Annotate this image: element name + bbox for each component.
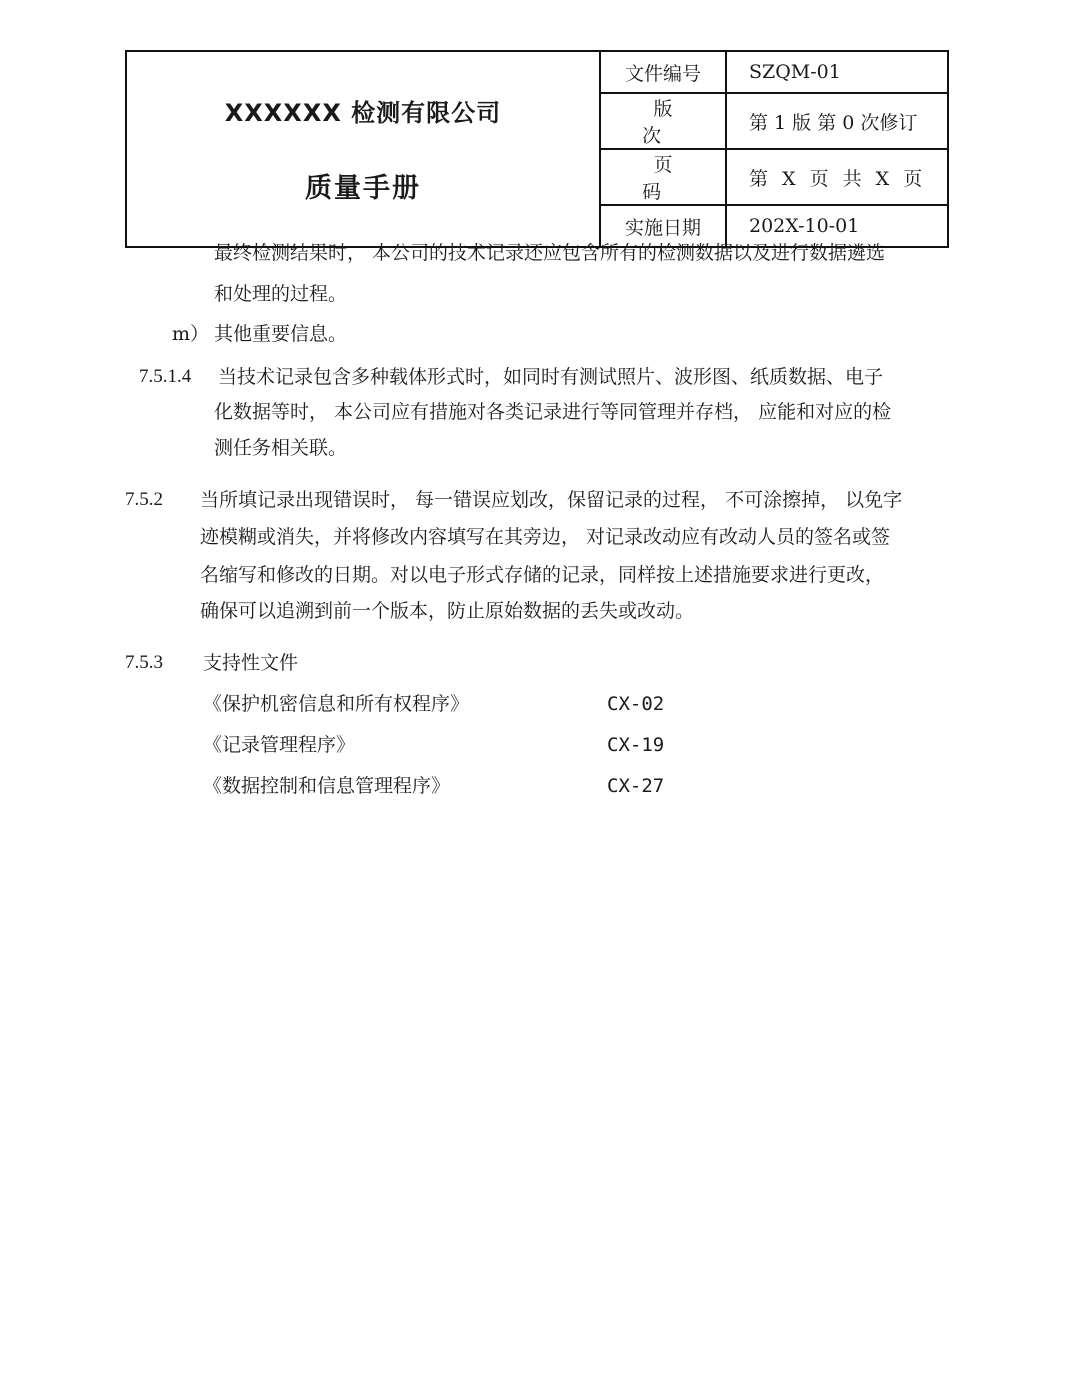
- effective-date-value: 202X-10-01: [726, 205, 948, 247]
- edition-value: 第 1 版 第 0 次修订: [726, 93, 948, 149]
- effective-date-label: 实施日期: [600, 205, 726, 247]
- continuation-line-1: 最终检测结果时， 本公司的技术记录还应包含所有的检测数据以及进行数据遴选: [214, 242, 886, 264]
- section-752-line-4: 确保可以追溯到前一个版本，防止原始数据的丢失或改动。: [200, 600, 695, 622]
- item-m-marker: m）: [172, 323, 210, 345]
- section-7514-line-3: 测任务相关联。: [214, 437, 348, 459]
- section-752-line-3: 名缩写和修改的日期。对以电子形式存储的记录，同样按上述措施要求进行更改，: [200, 564, 885, 586]
- edition-label-text: 版 次: [642, 98, 696, 147]
- section-752-line-1: 当所填记录出现错误时， 每一错误应划改，保留记录的过程， 不可涂擦掉， 以免字: [200, 489, 903, 511]
- supporting-document-code: CX-19: [607, 734, 665, 756]
- manual-title: 质量手册: [305, 173, 421, 204]
- section-752-number: 7.5.2: [125, 489, 163, 510]
- supporting-document-code: CX-02: [607, 693, 665, 715]
- page-value: 第 X 页 共 X 页: [726, 149, 948, 205]
- section-7514-line-2: 化数据等时， 本公司应有措施对各类记录进行等同管理并存档， 应能和对应的检: [214, 401, 892, 423]
- item-m-text: 其他重要信息。: [214, 323, 348, 345]
- section-753-number: 7.5.3: [125, 652, 163, 673]
- section-7514-number: 7.5.1.4: [139, 366, 192, 387]
- section-7514-line-1: 当技术记录包含多种载体形式时，如同时有测试照片、波形图、纸质数据、电子: [218, 366, 884, 388]
- supporting-document-name: 《数据控制和信息管理程序》: [203, 775, 451, 797]
- supporting-document-name: 《记录管理程序》: [203, 734, 356, 756]
- section-752-line-2: 迹模糊或消失，并将修改内容填写在其旁边， 对记录改动应有改动人员的签名或签: [200, 526, 891, 548]
- page-label: [600, 149, 726, 205]
- doc-number-value: SZQM-01: [726, 51, 948, 93]
- company-name: XXXXXX 检测有限公司: [224, 99, 502, 127]
- doc-number-label: 文件编号: [600, 51, 726, 93]
- supporting-document-name: 《保护机密信息和所有权程序》: [203, 693, 470, 715]
- page-label-text: 页 码: [642, 154, 696, 203]
- section-753-title: 支持性文件: [203, 652, 299, 674]
- continuation-line-2: 和处理的过程。: [214, 283, 348, 305]
- company-title-cell: [126, 51, 600, 247]
- document-header-table: [125, 50, 949, 248]
- edition-label: [600, 93, 726, 149]
- supporting-document-code: CX-27: [607, 775, 665, 797]
